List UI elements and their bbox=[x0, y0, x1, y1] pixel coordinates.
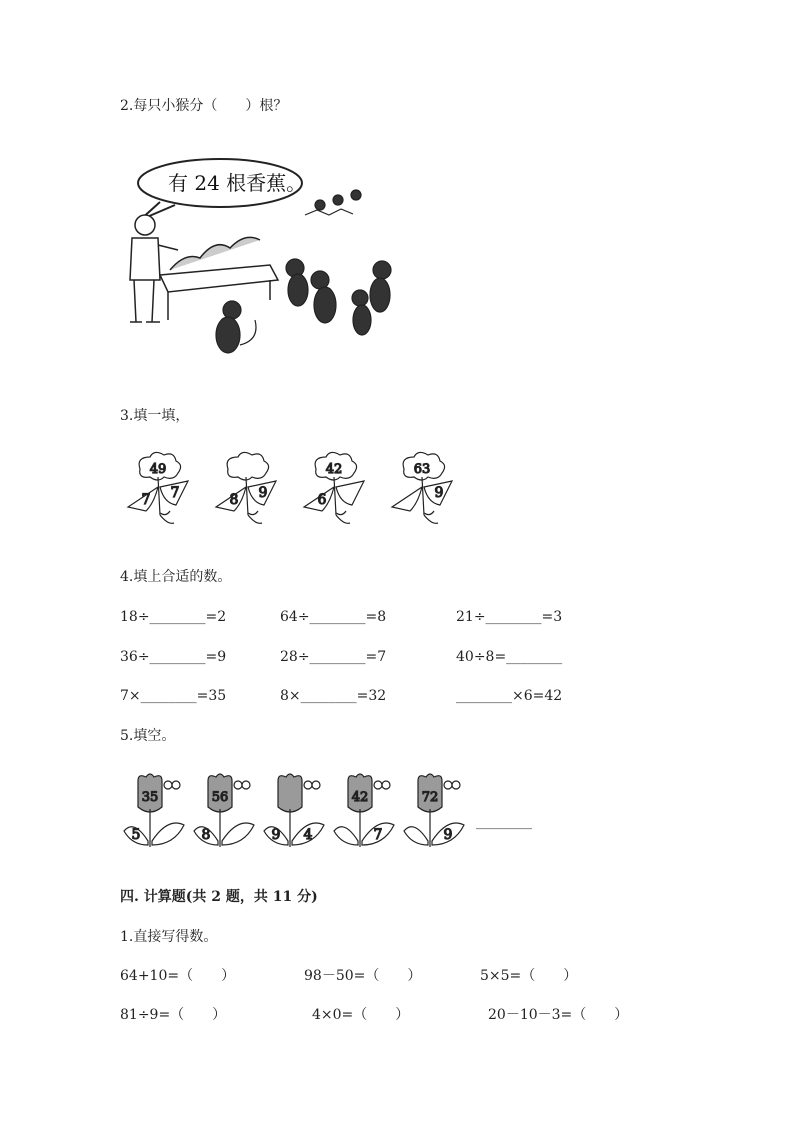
q4-r2-c2[interactable]: 28÷________=7 bbox=[280, 649, 387, 665]
number-tulip bbox=[264, 774, 324, 847]
q4-r1-c1[interactable]: 18÷________=2 bbox=[120, 609, 227, 625]
q3-flowers bbox=[120, 455, 460, 535]
tulip-top-number: 42 bbox=[351, 790, 369, 805]
q5-answer-blank[interactable]: ________ bbox=[476, 814, 532, 830]
tulip-top-number: 35 bbox=[141, 790, 159, 805]
q4-r2-c3[interactable]: 40÷8=________ bbox=[456, 649, 563, 665]
number-tulip bbox=[124, 774, 184, 847]
flower-right-number: 7 bbox=[170, 485, 180, 501]
q4-r1-c2[interactable]: 64÷________=8 bbox=[280, 609, 387, 625]
speech-text: 有 24 根香蕉。 bbox=[168, 171, 307, 195]
q4-r2-c1[interactable]: 36÷________=9 bbox=[120, 649, 227, 665]
tulip-left-number: 9 bbox=[271, 827, 281, 843]
tulip-top-number: 72 bbox=[421, 790, 439, 805]
q4-title: 4.填上合适的数。 bbox=[120, 569, 232, 585]
calc-r1-c1[interactable]: 64+10=（ ） bbox=[120, 968, 236, 984]
q4-r1-c3[interactable]: 21÷________=3 bbox=[456, 609, 563, 625]
calc-r2-c3[interactable]: 20－10－3=（ ） bbox=[488, 1007, 629, 1023]
number-tulip bbox=[404, 774, 464, 847]
number-flower bbox=[392, 452, 452, 523]
tulip-right-number: 4 bbox=[303, 827, 313, 843]
calc-r2-c1[interactable]: 81÷9=（ ） bbox=[120, 1007, 227, 1023]
flower-left-number: 7 bbox=[141, 492, 151, 508]
flower-left-number: 8 bbox=[229, 492, 239, 508]
tulip-left-number: 8 bbox=[201, 827, 211, 843]
q2-illustration bbox=[120, 150, 420, 370]
flower-right-number: 9 bbox=[434, 485, 444, 501]
section4-q1-title: 1.直接写得数。 bbox=[120, 929, 218, 945]
tulip-top-number: 56 bbox=[211, 790, 229, 805]
number-flower bbox=[216, 452, 276, 523]
flower-top-number: 42 bbox=[325, 462, 343, 477]
flower-right-number: 9 bbox=[258, 485, 268, 501]
calc-r1-c2[interactable]: 98－50=（ ） bbox=[304, 968, 422, 984]
number-flower bbox=[128, 452, 188, 523]
tulip-left-number: 5 bbox=[131, 827, 141, 843]
flower-left-number: 6 bbox=[317, 492, 327, 508]
flower-top-number: 49 bbox=[149, 462, 167, 477]
tulip-right-number: 7 bbox=[373, 827, 383, 843]
flower-top-number: 63 bbox=[413, 462, 431, 477]
q4-r3-c2[interactable]: 8×________=32 bbox=[280, 688, 387, 704]
section4-heading: 四. 计算题(共 2 题，共 11 分) bbox=[120, 889, 318, 905]
calc-r1-c3[interactable]: 5×5=（ ） bbox=[480, 968, 578, 984]
q4-r3-c3[interactable]: ________×6=42 bbox=[456, 688, 563, 704]
number-tulip bbox=[334, 774, 394, 847]
number-flower bbox=[304, 452, 364, 523]
q2-title: 2.每只小猴分（ ）根？ bbox=[120, 98, 288, 114]
number-tulip bbox=[194, 774, 254, 847]
q3-title: 3.填一填， bbox=[120, 408, 190, 424]
calc-r2-c2[interactable]: 4×0=（ ） bbox=[312, 1007, 410, 1023]
q5-title: 5.填空。 bbox=[120, 728, 176, 744]
tulip-right-number: 9 bbox=[443, 827, 453, 843]
q5-tulips bbox=[120, 775, 480, 855]
q4-r3-c1[interactable]: 7×________=35 bbox=[120, 688, 227, 704]
